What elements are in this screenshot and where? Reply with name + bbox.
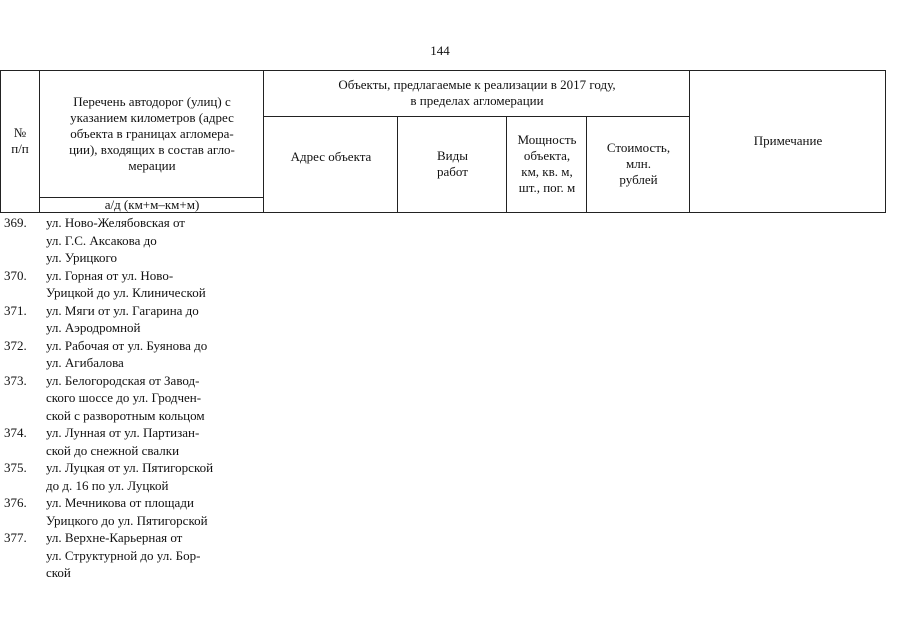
row-road-line: ского шоссе до ул. Гродчен- — [46, 390, 202, 405]
row-road-line: ул. Структурной до ул. Бор- — [46, 547, 201, 563]
row-number: 370. — [4, 267, 27, 283]
row-number: 373. — [4, 372, 27, 388]
row-road-description — [46, 214, 251, 267]
row-road-line: ул. Верхне-Карьерная от — [46, 530, 183, 545]
header-roads-unit: а/д (км+м–км+м) — [104, 196, 200, 212]
row-road-line: ул. Агибалова — [46, 355, 124, 370]
row-road-description — [46, 424, 251, 459]
table-row — [2, 267, 272, 302]
header-note: Примечание — [753, 133, 823, 148]
row-road-description — [46, 459, 251, 494]
header-objects-line: Объекты, предлагаемые к реализации в 2017 году, — [338, 77, 616, 92]
page-number: 144 — [430, 43, 450, 58]
header-roads-line: Перечень автодорог (улиц) с — [73, 94, 231, 109]
row-road-line: ской до снежной свалки — [46, 442, 180, 458]
table-row — [2, 459, 272, 494]
row-road-line: ул. Аэродромной — [46, 320, 141, 335]
header-cost-line: рублей — [619, 172, 658, 187]
header-objects — [264, 70, 690, 116]
row-road-line: ул. Мяги от ул. Гагарина до — [46, 302, 199, 318]
header-roads-line: ции), входящих в состав агло- — [69, 142, 235, 157]
header-works-line: Виды — [437, 148, 468, 163]
header-roads-line: мерации — [128, 158, 176, 173]
row-road-line: ул. Белогородская от Завод- — [46, 372, 200, 388]
header-cost-line: млн. — [626, 156, 651, 171]
row-number: 375. — [4, 460, 27, 475]
row-road-line: до д. 16 по ул. Луцкой — [46, 477, 169, 493]
row-number: 369. — [4, 215, 27, 230]
table-row — [2, 529, 272, 582]
row-road-line: ул. Мечникова от площади — [46, 495, 194, 510]
header-capacity — [507, 116, 587, 212]
row-road-line: Урицкой до ул. Клинической — [46, 285, 206, 300]
header-capacity-line: Мощность — [517, 132, 577, 147]
row-road-line: ской — [46, 565, 71, 580]
header-works — [398, 116, 507, 212]
table-row — [2, 424, 272, 459]
row-road-line: ул. Горная от ул. Ново- — [46, 267, 174, 283]
table-row — [2, 214, 272, 267]
header-num — [0, 70, 40, 212]
row-road-description — [46, 267, 251, 302]
row-road-line: Урицкого до ул. Пятигорской — [46, 512, 208, 528]
table-row — [2, 372, 272, 425]
table-body — [2, 214, 272, 582]
row-number: 376. — [4, 495, 27, 510]
row-road-description — [46, 337, 251, 372]
row-number: 374. — [4, 425, 27, 440]
table-row — [2, 302, 272, 337]
header-roads-line: указанием километров (адрес — [70, 110, 234, 125]
row-road-line: ул. Г.С. Аксакова до — [46, 232, 157, 248]
header-objects-line: в пределах агломерации — [410, 93, 544, 108]
row-number: 371. — [4, 302, 27, 318]
row-road-description — [46, 302, 251, 337]
header-num-line1: № — [13, 125, 27, 140]
header-cost-line: Стоимость, — [606, 140, 671, 155]
header-works-line: работ — [437, 164, 468, 179]
row-road-line: ул. Рабочая от ул. Буянова до — [46, 337, 208, 353]
row-number: 377. — [4, 530, 27, 545]
row-road-description — [46, 372, 251, 425]
table-row — [2, 494, 272, 529]
header-roads — [40, 86, 264, 182]
row-road-description — [46, 529, 251, 582]
header-num-line2: п/п — [11, 141, 29, 156]
row-road-line: ул. Урицкого — [46, 250, 118, 265]
header-roads-line: объекта в границах агломера- — [70, 126, 234, 141]
row-number: 372. — [4, 337, 27, 353]
table-row — [2, 337, 272, 372]
header-cost — [587, 116, 690, 212]
row-road-line: ул. Луцкая от ул. Пятигорской — [46, 460, 214, 475]
header-capacity-line: км, кв. м, — [521, 164, 573, 179]
row-road-description — [46, 494, 251, 529]
row-road-line: ской с разворотным кольцом — [46, 407, 205, 423]
header-capacity-line: шт., пог. м — [518, 180, 576, 195]
row-road-line: ул. Лунная от ул. Партизан- — [46, 425, 200, 440]
row-road-line: ул. Ново-Желябовская от — [46, 215, 185, 230]
header-capacity-line: объекта, — [523, 148, 571, 163]
header-address: Адрес объекта — [290, 149, 372, 164]
